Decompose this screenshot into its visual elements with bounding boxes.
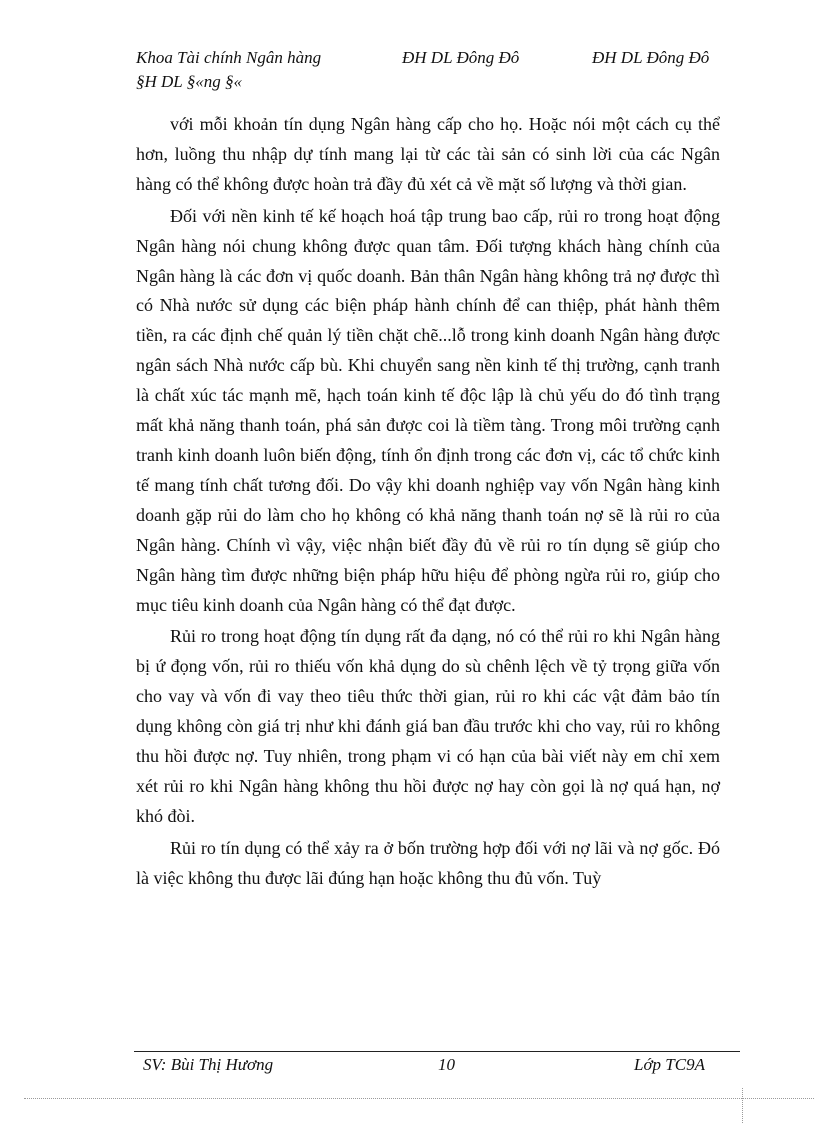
header-university-legacy-encoding: §H DL §«ng §« — [136, 72, 242, 91]
header-faculty: Khoa Tài chính Ngân hàng — [136, 48, 322, 67]
page-footer — [0, 1055, 816, 1079]
footer-student-name: SV: Bùi Thị Hương — [143, 1055, 274, 1074]
page-boundary-vertical — [742, 1088, 743, 1123]
header-university: ĐH DL Đông Đô — [402, 48, 520, 67]
page-boundary-horizontal — [24, 1098, 814, 1099]
footer-divider — [134, 1051, 740, 1052]
footer-class: Lớp TC9A — [634, 1055, 705, 1074]
paragraph-continuation: với mỗi khoản tín dụng Ngân hàng cấp cho họ. Hoặc nói một cách cụ thể hơn, luồng thu nhập dự tính mang lại từ các tài sản có sinh lời của các Ngân hàng có thể không được hoàn trả đầy đủ xét cả về mặt số lượng và thời gian. — [136, 114, 720, 194]
page-header — [0, 48, 816, 94]
paragraph: Rủi ro tín dụng có thể xảy ra ở bốn trường hợp đối với nợ lãi và nợ gốc. Đó là việc không thu được lãi đúng hạn hoặc không thu đủ vốn. Tuỳ — [136, 837, 720, 888]
header-university-repeat: ĐH DL Đông Đô — [592, 48, 710, 67]
document-body — [136, 110, 720, 896]
paragraph: Rủi ro trong hoạt động tín dụng rất đa dạng, nó có thể rủi ro khi Ngân hàng bị ứ đọng vốn, rủi ro thiếu vốn khả dụng do sù chênh lệch về tỷ trọng giữa vốn cho vay và vốn đi vay theo tiêu thức thời gian, rủi ro khi các vật đảm bảo tín dụng không còn giá trị như khi đánh giá ban đầu trước khi cho vay, rủi ro không thu hồi được nợ. Tuy nhiên, trong phạm vi có hạn của bài viết này em chỉ xem xét rủi ro khi Ngân hàng không thu hồi được nợ hay còn gọi là nợ quá hạn, nợ khó đòi. — [136, 626, 720, 826]
paragraph: Đối với nền kinh tế kế hoạch hoá tập trung bao cấp, rủi ro trong hoạt động Ngân hàng nói chung không được quan tâm. Đối tượng khách hàng chính của Ngân hàng là các đơn vị quốc doanh. Bản thân Ngân hàng không trả nợ được thì có Nhà nước sử dụng các biện pháp hành chính để can thiệp, phát hành thêm tiền, ra các định chế quản lý tiền chặt chẽ...lỗ trong kinh doanh Ngân hàng được ngân sách Nhà nước cấp bù. Khi chuyển sang nền kinh tế thị trường, cạnh tranh là chất xúc tác mạnh mẽ, hạch toán kinh tế độc lập là chủ yếu do đó tình trạng mất khả năng thanh toán, phá sản được coi là tiềm tàng. Trong môi trường cạnh tranh kinh doanh luôn biến động, tính ổn định trong các đơn vị, các tổ chức kinh tế mang tính chất tương đối. Do vậy khi doanh nghiệp vay vốn Ngân hàng kinh doanh gặp rủi do làm cho họ không có khả năng thanh toán nợ sẽ là rủi ro của Ngân hàng. Chính vì vậy, việc nhận biết đầy đủ về rủi ro tín dụng sẽ giúp cho Ngân hàng tìm được những biện pháp hữu hiệu để phòng ngừa rủi ro, giúp cho mục tiêu kinh doanh của Ngân hàng có thể đạt được. — [136, 205, 720, 615]
page-number: 10 — [438, 1055, 455, 1074]
